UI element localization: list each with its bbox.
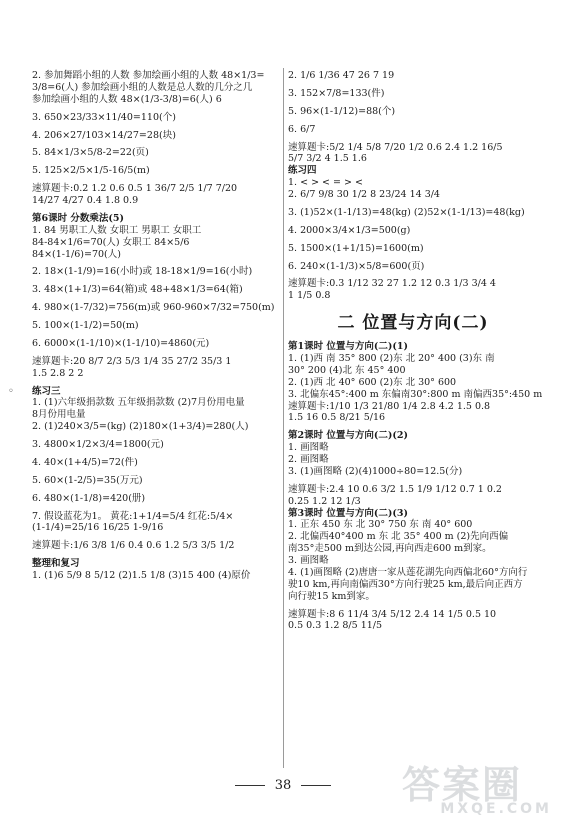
answer-line: 1.5 16 0.5 8/21 5/16: [288, 412, 386, 424]
left-column: [32, 70, 280, 582]
answer-line: 1. 84 男职工人数 女职工 男职工 女职工: [32, 224, 202, 236]
answer-line: 练习四: [288, 165, 317, 177]
answer-line: 0.5 0.3 1.2 8/5 11/5: [288, 620, 383, 632]
answer-line: 1.5 2.8 2 2: [32, 367, 84, 379]
page-dash-left: [235, 785, 265, 786]
answer-line: 5. 125×2/5×1/5-16/5(m): [32, 165, 150, 177]
answer-line: 2. 参加舞蹈小组的人数 参加绘画小组的人数 48×1/3=: [32, 70, 265, 81]
answer-line: 2. 18×(1-1/9)=16(小时)或 18-18×1/9=16(小时): [32, 266, 253, 278]
answer-line: 3. 650×23/33×11/40=110(个): [32, 111, 176, 123]
answer-line: 第3课时 位置与方向(二)(3): [288, 507, 409, 519]
margin-mark: ◦: [8, 386, 14, 397]
answer-line: 驶10 km,再向南偏西30°方向行驶25 km,最后向正西方: [288, 578, 523, 590]
answer-line: 速算题卡:2.4 10 0.6 3/2 1.5 1/9 1/12 0.7 1 0.2: [288, 483, 502, 495]
column-divider: [283, 68, 284, 768]
page-dash-right: [301, 785, 331, 786]
answer-line: 6. 6000×(1-1/10)×(1-1/10)=4860(元): [32, 337, 210, 349]
answer-line: 1. 正东 450 东 北 30° 750 东 南 40° 600: [288, 519, 473, 531]
answer-line: 4. 40×(1+4/5)=72(件): [32, 456, 138, 468]
section-title: 二 位置与方向(二): [337, 313, 489, 334]
answer-line: 30° 200 (4)北 东 45° 400: [288, 364, 406, 376]
answer-line: 2. (1)西 北 40° 600 (2)东 北 30° 600: [288, 376, 457, 388]
answer-line: 4. (1)画图略 (2)唐唐一家从莲花湖先向西偏北60°方向行: [288, 566, 528, 578]
answer-line: 4. 2000×3/4×1/3=500(g): [288, 224, 411, 236]
answer-line: 整理和复习: [32, 558, 80, 570]
answer-line: 1. (1)西 南 35° 800 (2)东 北 20° 400 (3)东 南: [288, 353, 495, 364]
answer-line: 第6课时 分数乘法(5): [32, 212, 125, 224]
answer-line: 6. 6/7: [288, 123, 316, 135]
answer-line: 2. (1)240×3/5=(kg) (2)180×(1+3/4)=280(人): [32, 421, 249, 433]
answer-line: 5. 96×(1-1/12)=88(个): [288, 105, 396, 117]
answer-line: 速算题卡:8 6 11/4 3/4 5/12 2.4 14 1/5 0.5 10: [288, 608, 497, 620]
answer-line: 6. 480×(1-1/8)=420(册): [32, 492, 146, 504]
answer-line: 5. 84×1/3×5/8-2=22(页): [32, 147, 149, 159]
answer-line: 2. 6/7 9/8 30 1/2 8 23/24 14 3/4: [288, 189, 440, 200]
right-column: [288, 70, 543, 632]
answer-line: 3. (1)52×(1-1/13)=48(kg) (2)52×(1-1/13)=48(kg): [288, 206, 525, 218]
answer-line: 2. 北偏西40°400 m 东 北 35° 400 m (2)先向西偏: [288, 531, 509, 543]
answer-line: 8月份用电量: [32, 409, 86, 421]
answer-line: 84×(1-1/6)=70(人): [32, 248, 121, 260]
answer-line: 3. 152×7/8=133(件): [288, 87, 385, 99]
answer-line: 5. 60×(1-2/5)=35(万元): [32, 474, 143, 486]
answer-line: 1. (1)6 5/9 8 5/12 (2)1.5 1/8 (3)15 400 (4)原价: [32, 570, 251, 581]
answer-line: 1 1/5 0.8: [288, 290, 331, 302]
answer-line: 2. 1/6 1/36 47 26 7 19: [288, 70, 395, 81]
answer-line: 速算题卡:5/2 1/4 5/8 7/20 1/2 0.6 2.4 1.2 16/5: [288, 141, 503, 153]
answer-line: 速算题卡:20 8/7 2/3 5/3 1/4 35 27/2 35/3 1: [32, 355, 232, 367]
answer-line: 速算题卡:0.2 1.2 0.6 0.5 1 36/7 2/5 1/7 7/20: [32, 183, 238, 195]
right-column-top: [288, 70, 538, 302]
answer-line: 84-84×1/6=70(人) 女职工 84×5/6: [32, 236, 190, 248]
answer-line: 速算题卡:1/6 3/8 1/6 0.4 0.6 1.2 5/3 3/5 1/2: [32, 540, 235, 552]
answer-line: 速算题卡:0.3 1/12 32 27 1.2 12 0.3 1/3 3/4 4: [288, 278, 496, 290]
watermark-line2: MXQE.COM: [440, 801, 552, 817]
page-number: 38: [274, 778, 292, 793]
watermark-line1: 答案圈: [402, 763, 523, 807]
answer-line: 参加绘画小组的人数 48×(1/3-3/8)=6(人) 6: [32, 93, 222, 105]
watermark-logo: [402, 754, 552, 817]
answer-line: 速算题卡:1/10 1/3 21/80 1/4 2.8 4.2 1.5 0.8: [288, 400, 491, 412]
answer-line: 1. < > < = > <: [288, 177, 363, 189]
answer-line: 3. 画图略: [288, 555, 329, 566]
answer-line: 2. 画图略: [288, 454, 329, 465]
answer-line: 4. 206×27/103×14/27=28(块): [32, 129, 176, 141]
answer-line: 1. (1)六年级捐款数 五年级捐款数 (2)7月份用电量: [32, 397, 245, 409]
answer-line: 0.25 1.2 12 1/3: [288, 495, 361, 507]
answer-line: 南35°走500 m到达公园,再向西走600 m到家。: [288, 543, 492, 555]
answer-line: 3/8=6(人) 参加绘画小组的人数是总人数的几分之几: [32, 81, 253, 93]
answer-line: 练习三: [32, 385, 61, 397]
answer-line: 3. (1)画图略 (2)(4)1000÷80=12.5(分): [288, 465, 463, 477]
answer-line: (1-1/4)=25/16 16/25 1-9/16: [32, 522, 164, 534]
answer-line: 5/7 3/2 4 1.5 1.6: [288, 153, 367, 165]
answer-line: 7. 假设蓝花为1。 黄花:1+1/4=5/4 红花:5/4×: [32, 510, 234, 522]
answer-line: 3. 北偏东45°:400 m 东偏南30°:800 m 南偏西35°:450 m: [288, 388, 543, 400]
right-column-bottom: [288, 341, 543, 632]
answer-line: 1. 画图略: [288, 442, 329, 454]
answer-line: 6. 240×(1-1/3)×5/8=600(页): [288, 260, 425, 272]
answer-line: 3. 4800×1/2×3/4=1800(元): [32, 439, 164, 450]
answer-line: 14/27 4/27 0.4 1.8 0.9: [32, 195, 139, 206]
answer-line: 第1课时 位置与方向(二)(1): [288, 341, 409, 353]
answer-line: 4. 980×(1-7/32)=756(m)或 960-960×7/32=750(m): [32, 302, 275, 314]
answer-line: 3. 48×(1+1/3)=64(箱)或 48+48×1/3=64(箱): [32, 284, 243, 296]
answer-line: 第2课时 位置与方向(二)(2): [288, 430, 409, 442]
answer-line: 5. 1500×(1+1/15)=1600(m): [288, 242, 424, 254]
answer-line: 5. 100×(1-1/2)=50(m): [32, 320, 139, 331]
answer-line: 向行驶15 km到家。: [288, 590, 375, 602]
